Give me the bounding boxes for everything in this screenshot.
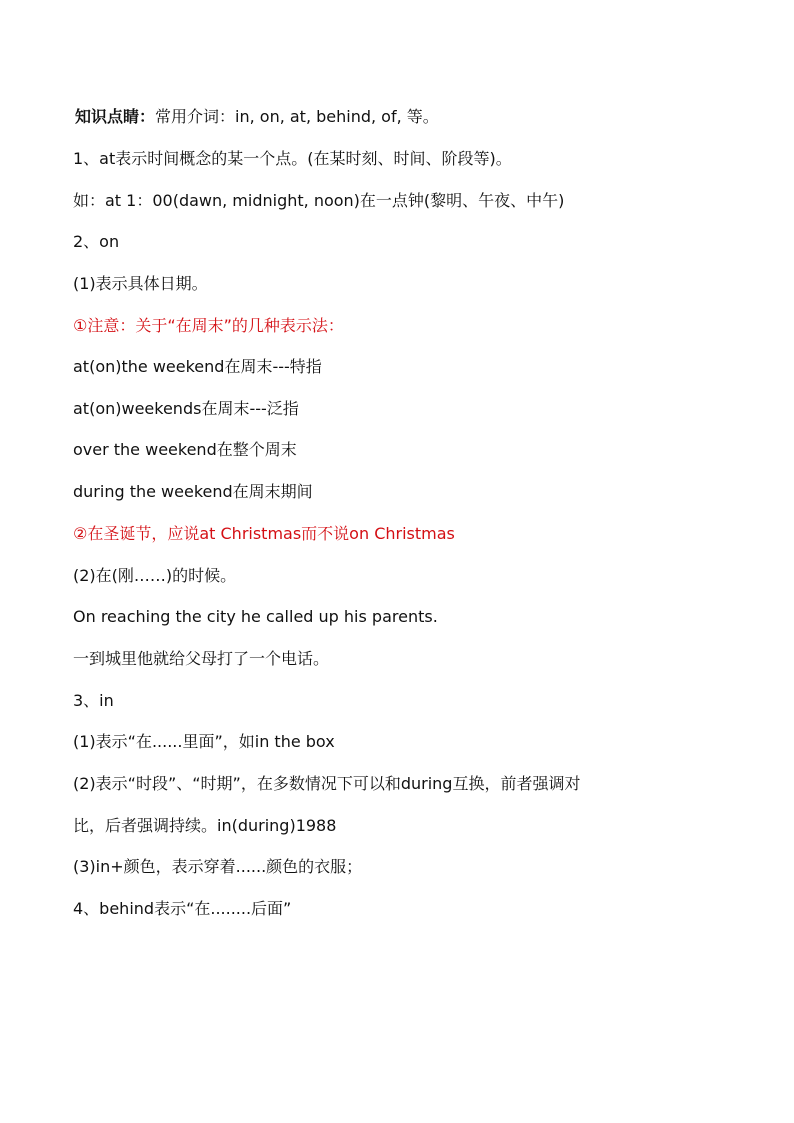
weekend-during: during the weekend在周末期间: [73, 482, 313, 501]
point-1-at: 1、at表示时间概念的某一个点。(在某时刻、时间、阶段等)。: [73, 149, 512, 168]
christmas-note: ②在圣诞节，应说at Christmas而不说on Christmas: [73, 524, 455, 543]
in-color: (3)in+颜色，表示穿着......颜色的衣服；: [73, 857, 363, 876]
knowledge-title-text: 常用介词：in, on, at, behind, of, 等。: [155, 107, 439, 126]
point-1-example: 如：at 1：00(dawn, midnight, noon)在一点钟(黎明、午夜、中午): [73, 191, 565, 210]
point-3-in: 3、in: [73, 691, 114, 710]
in-period: (2)表示“时段”、“时期”，在多数情况下可以和during互换，前者强调对: [73, 774, 581, 793]
in-inside: (1)表示“在......里面”，如in the box: [73, 732, 335, 751]
on-moment: (2)在(刚……)的时候。: [73, 566, 237, 585]
knowledge-title: [75, 105, 439, 129]
weekend-specific: at(on)the weekend在周末---特指: [73, 357, 322, 376]
point-2-on: 2、on: [73, 232, 120, 251]
in-period-continued: 比，后者强调持续。in(during)1988: [73, 816, 337, 835]
on-specific-date: (1)表示具体日期。: [73, 274, 208, 293]
on-example-english: On reaching the city he called up his parents.: [73, 607, 438, 626]
weekend-over: over the weekend在整个周末: [73, 440, 297, 459]
weekend-note: ①注意：关于“在周末”的几种表示法：: [73, 316, 344, 335]
weekend-general: at(on)weekends在周末---泛指: [73, 399, 299, 418]
knowledge-title-label: 知识点睛：: [75, 107, 156, 126]
on-example-chinese: 一到城里他就给父母打了一个电话。: [73, 649, 330, 668]
point-4-behind: 4、behind表示“在........后面”: [73, 899, 292, 918]
